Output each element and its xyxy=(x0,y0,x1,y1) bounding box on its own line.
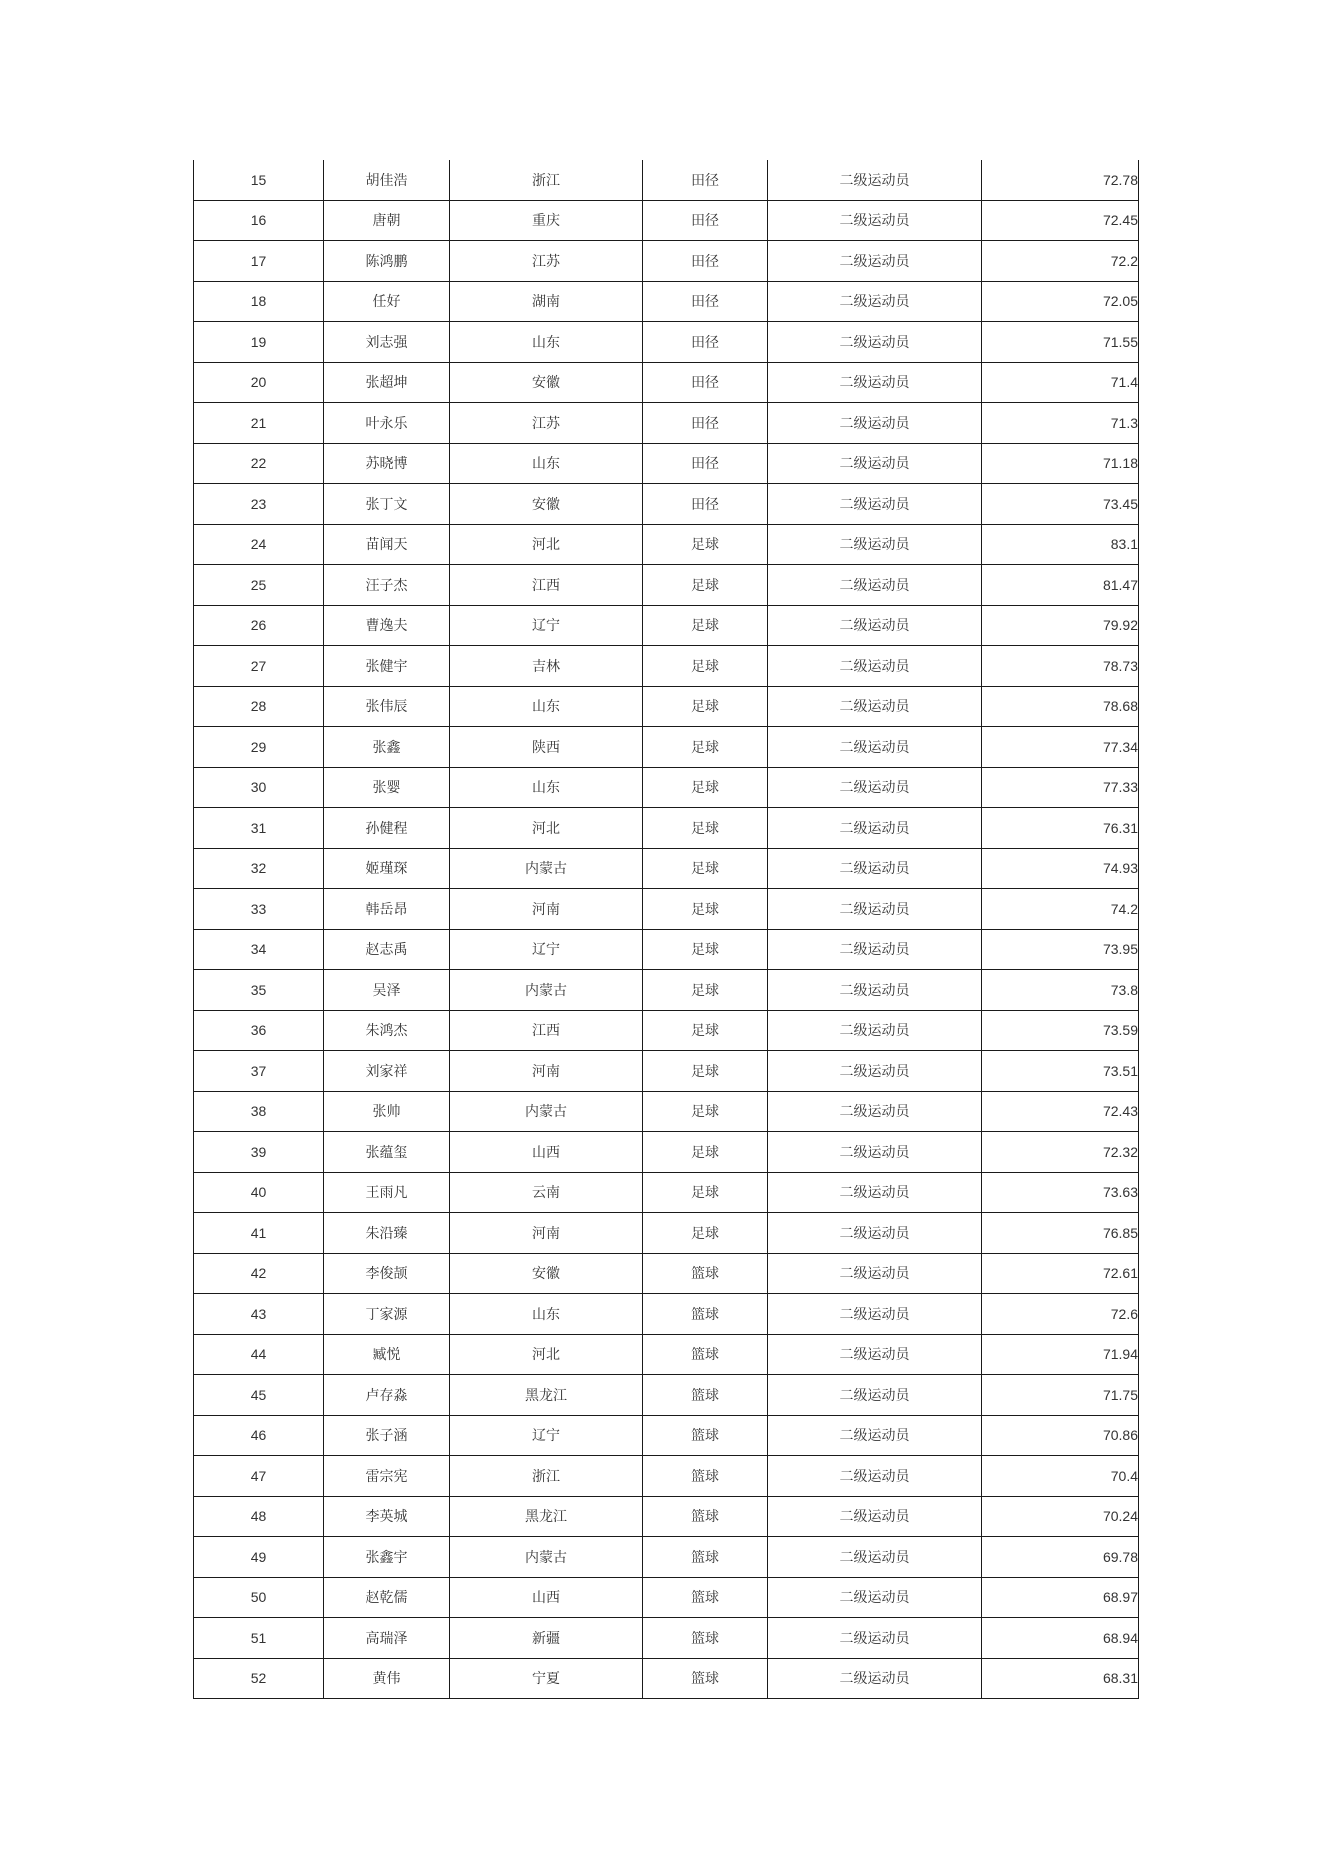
province-cell: 山东 xyxy=(450,767,643,808)
row-number-cell: 39 xyxy=(194,1132,324,1173)
province-cell: 山西 xyxy=(450,1132,643,1173)
table-row xyxy=(194,1658,1139,1699)
table-row xyxy=(194,1618,1139,1659)
row-number-cell: 37 xyxy=(194,1051,324,1092)
athlete-level-cell: 二级运动员 xyxy=(768,200,982,241)
score-cell: 73.59 xyxy=(982,1010,1139,1051)
sport-cell: 田径 xyxy=(643,281,768,322)
score-cell: 78.73 xyxy=(982,646,1139,687)
athlete-name-cell: 张健宇 xyxy=(324,646,450,687)
athlete-level-cell: 二级运动员 xyxy=(768,1375,982,1416)
row-number-cell: 28 xyxy=(194,686,324,727)
sport-cell: 篮球 xyxy=(643,1334,768,1375)
province-cell: 河北 xyxy=(450,524,643,565)
table-row xyxy=(194,686,1139,727)
row-number-cell: 15 xyxy=(194,160,324,200)
sport-cell: 田径 xyxy=(643,443,768,484)
table-row xyxy=(194,1091,1139,1132)
province-cell: 内蒙古 xyxy=(450,970,643,1011)
sport-cell: 足球 xyxy=(643,605,768,646)
sport-cell: 足球 xyxy=(643,970,768,1011)
athlete-name-cell: 张伟辰 xyxy=(324,686,450,727)
province-cell: 安徽 xyxy=(450,1253,643,1294)
athlete-level-cell: 二级运动员 xyxy=(768,1213,982,1254)
athlete-name-cell: 张丁文 xyxy=(324,484,450,525)
table-row xyxy=(194,200,1139,241)
province-cell: 河南 xyxy=(450,1213,643,1254)
table-row xyxy=(194,1253,1139,1294)
score-cell: 83.1 xyxy=(982,524,1139,565)
athlete-name-cell: 孙健程 xyxy=(324,808,450,849)
row-number-cell: 34 xyxy=(194,929,324,970)
province-cell: 山东 xyxy=(450,1294,643,1335)
row-number-cell: 50 xyxy=(194,1577,324,1618)
row-number-cell: 44 xyxy=(194,1334,324,1375)
athlete-level-cell: 二级运动员 xyxy=(768,362,982,403)
athlete-name-cell: 唐朝 xyxy=(324,200,450,241)
row-number-cell: 26 xyxy=(194,605,324,646)
table-row xyxy=(194,322,1139,363)
sport-cell: 田径 xyxy=(643,362,768,403)
sport-cell: 足球 xyxy=(643,686,768,727)
sport-cell: 篮球 xyxy=(643,1415,768,1456)
table-row xyxy=(194,1213,1139,1254)
table-row xyxy=(194,443,1139,484)
score-cell: 72.78 xyxy=(982,160,1139,200)
athlete-level-cell: 二级运动员 xyxy=(768,160,982,200)
province-cell: 安徽 xyxy=(450,362,643,403)
athlete-name-cell: 雷宗宪 xyxy=(324,1456,450,1497)
score-cell: 71.3 xyxy=(982,403,1139,444)
athlete-name-cell: 任好 xyxy=(324,281,450,322)
table-row xyxy=(194,524,1139,565)
athlete-level-cell: 二级运动员 xyxy=(768,241,982,282)
athlete-name-cell: 陈鸿鹏 xyxy=(324,241,450,282)
athlete-name-cell: 胡佳浩 xyxy=(324,160,450,200)
table-row xyxy=(194,889,1139,930)
row-number-cell: 46 xyxy=(194,1415,324,1456)
table-row xyxy=(194,1415,1139,1456)
athlete-name-cell: 汪子杰 xyxy=(324,565,450,606)
athlete-name-cell: 李英城 xyxy=(324,1496,450,1537)
athlete-level-cell: 二级运动员 xyxy=(768,1537,982,1578)
sport-cell: 足球 xyxy=(643,1213,768,1254)
score-cell: 73.45 xyxy=(982,484,1139,525)
score-cell: 71.94 xyxy=(982,1334,1139,1375)
athlete-name-cell: 曹逸夫 xyxy=(324,605,450,646)
score-cell: 72.6 xyxy=(982,1294,1139,1335)
row-number-cell: 19 xyxy=(194,322,324,363)
row-number-cell: 36 xyxy=(194,1010,324,1051)
province-cell: 宁夏 xyxy=(450,1658,643,1699)
athlete-level-cell: 二级运动员 xyxy=(768,1415,982,1456)
table-row xyxy=(194,484,1139,525)
sport-cell: 足球 xyxy=(643,929,768,970)
athlete-level-cell: 二级运动员 xyxy=(768,727,982,768)
sport-cell: 篮球 xyxy=(643,1577,768,1618)
province-cell: 内蒙古 xyxy=(450,1537,643,1578)
province-cell: 江苏 xyxy=(450,241,643,282)
score-cell: 68.94 xyxy=(982,1618,1139,1659)
athlete-name-cell: 张蕴玺 xyxy=(324,1132,450,1173)
row-number-cell: 17 xyxy=(194,241,324,282)
athlete-name-cell: 张婴 xyxy=(324,767,450,808)
athlete-name-cell: 叶永乐 xyxy=(324,403,450,444)
row-number-cell: 43 xyxy=(194,1294,324,1335)
athlete-name-cell: 姬瑾琛 xyxy=(324,848,450,889)
row-number-cell: 49 xyxy=(194,1537,324,1578)
athlete-level-cell: 二级运动员 xyxy=(768,808,982,849)
table-row xyxy=(194,646,1139,687)
province-cell: 辽宁 xyxy=(450,605,643,646)
province-cell: 山东 xyxy=(450,322,643,363)
score-cell: 70.86 xyxy=(982,1415,1139,1456)
athlete-level-cell: 二级运动员 xyxy=(768,1253,982,1294)
score-cell: 68.31 xyxy=(982,1658,1139,1699)
sport-cell: 田径 xyxy=(643,403,768,444)
sport-cell: 足球 xyxy=(643,565,768,606)
athlete-name-cell: 朱沿臻 xyxy=(324,1213,450,1254)
sport-cell: 篮球 xyxy=(643,1294,768,1335)
table-row xyxy=(194,1537,1139,1578)
athlete-name-cell: 赵乾儒 xyxy=(324,1577,450,1618)
table-row xyxy=(194,1456,1139,1497)
score-cell: 77.33 xyxy=(982,767,1139,808)
sport-cell: 田径 xyxy=(643,241,768,282)
row-number-cell: 30 xyxy=(194,767,324,808)
table-row xyxy=(194,767,1139,808)
athlete-name-cell: 韩岳昂 xyxy=(324,889,450,930)
sport-cell: 篮球 xyxy=(643,1537,768,1578)
row-number-cell: 27 xyxy=(194,646,324,687)
province-cell: 浙江 xyxy=(450,160,643,200)
athlete-name-cell: 李俊颉 xyxy=(324,1253,450,1294)
province-cell: 湖南 xyxy=(450,281,643,322)
athlete-level-cell: 二级运动员 xyxy=(768,565,982,606)
score-cell: 69.78 xyxy=(982,1537,1139,1578)
province-cell: 河南 xyxy=(450,1051,643,1092)
row-number-cell: 45 xyxy=(194,1375,324,1416)
sport-cell: 足球 xyxy=(643,1091,768,1132)
sport-cell: 篮球 xyxy=(643,1496,768,1537)
score-cell: 71.55 xyxy=(982,322,1139,363)
sport-cell: 篮球 xyxy=(643,1456,768,1497)
athlete-level-cell: 二级运动员 xyxy=(768,1294,982,1335)
row-number-cell: 24 xyxy=(194,524,324,565)
athlete-level-cell: 二级运动员 xyxy=(768,1051,982,1092)
athlete-level-cell: 二级运动员 xyxy=(768,524,982,565)
sport-cell: 足球 xyxy=(643,1132,768,1173)
sport-cell: 篮球 xyxy=(643,1375,768,1416)
athlete-level-cell: 二级运动员 xyxy=(768,970,982,1011)
province-cell: 河北 xyxy=(450,1334,643,1375)
province-cell: 山东 xyxy=(450,686,643,727)
row-number-cell: 51 xyxy=(194,1618,324,1659)
athlete-name-cell: 张超坤 xyxy=(324,362,450,403)
sport-cell: 田径 xyxy=(643,484,768,525)
table-row xyxy=(194,160,1139,200)
row-number-cell: 41 xyxy=(194,1213,324,1254)
athlete-level-cell: 二级运动员 xyxy=(768,1618,982,1659)
score-cell: 74.93 xyxy=(982,848,1139,889)
sport-cell: 足球 xyxy=(643,848,768,889)
row-number-cell: 40 xyxy=(194,1172,324,1213)
province-cell: 江苏 xyxy=(450,403,643,444)
athlete-level-cell: 二级运动员 xyxy=(768,646,982,687)
sport-cell: 足球 xyxy=(643,1172,768,1213)
table-row xyxy=(194,605,1139,646)
score-cell: 72.2 xyxy=(982,241,1139,282)
score-cell: 72.61 xyxy=(982,1253,1139,1294)
table-row xyxy=(194,970,1139,1011)
row-number-cell: 48 xyxy=(194,1496,324,1537)
sport-cell: 田径 xyxy=(643,160,768,200)
row-number-cell: 20 xyxy=(194,362,324,403)
score-cell: 71.75 xyxy=(982,1375,1139,1416)
score-cell: 72.32 xyxy=(982,1132,1139,1173)
province-cell: 浙江 xyxy=(450,1456,643,1497)
province-cell: 吉林 xyxy=(450,646,643,687)
sport-cell: 足球 xyxy=(643,1010,768,1051)
score-cell: 72.43 xyxy=(982,1091,1139,1132)
table-row xyxy=(194,929,1139,970)
score-cell: 70.4 xyxy=(982,1456,1139,1497)
province-cell: 江西 xyxy=(450,1010,643,1051)
row-number-cell: 21 xyxy=(194,403,324,444)
province-cell: 山东 xyxy=(450,443,643,484)
score-cell: 77.34 xyxy=(982,727,1139,768)
athlete-level-cell: 二级运动员 xyxy=(768,1172,982,1213)
athlete-name-cell: 黄伟 xyxy=(324,1658,450,1699)
score-cell: 71.4 xyxy=(982,362,1139,403)
athlete-name-cell: 赵志禹 xyxy=(324,929,450,970)
row-number-cell: 22 xyxy=(194,443,324,484)
sport-cell: 足球 xyxy=(643,727,768,768)
athlete-name-cell: 张鑫宇 xyxy=(324,1537,450,1578)
athlete-name-cell: 吴泽 xyxy=(324,970,450,1011)
row-number-cell: 47 xyxy=(194,1456,324,1497)
score-cell: 74.2 xyxy=(982,889,1139,930)
province-cell: 新疆 xyxy=(450,1618,643,1659)
athlete-level-cell: 二级运动员 xyxy=(768,889,982,930)
table-row xyxy=(194,1051,1139,1092)
athlete-level-cell: 二级运动员 xyxy=(768,848,982,889)
table-row xyxy=(194,281,1139,322)
athlete-name-cell: 臧悦 xyxy=(324,1334,450,1375)
province-cell: 辽宁 xyxy=(450,929,643,970)
sport-cell: 足球 xyxy=(643,889,768,930)
athlete-name-cell: 高瑞泽 xyxy=(324,1618,450,1659)
sport-cell: 足球 xyxy=(643,524,768,565)
athlete-name-cell: 张子涵 xyxy=(324,1415,450,1456)
score-cell: 79.92 xyxy=(982,605,1139,646)
athlete-level-cell: 二级运动员 xyxy=(768,281,982,322)
score-cell: 81.47 xyxy=(982,565,1139,606)
row-number-cell: 35 xyxy=(194,970,324,1011)
athlete-level-cell: 二级运动员 xyxy=(768,1091,982,1132)
athlete-name-cell: 刘志强 xyxy=(324,322,450,363)
province-cell: 内蒙古 xyxy=(450,1091,643,1132)
row-number-cell: 38 xyxy=(194,1091,324,1132)
province-cell: 河北 xyxy=(450,808,643,849)
table-row xyxy=(194,1172,1139,1213)
row-number-cell: 31 xyxy=(194,808,324,849)
row-number-cell: 23 xyxy=(194,484,324,525)
score-cell: 73.8 xyxy=(982,970,1139,1011)
athlete-table xyxy=(193,160,1139,1699)
sport-cell: 足球 xyxy=(643,767,768,808)
athlete-level-cell: 二级运动员 xyxy=(768,929,982,970)
province-cell: 黑龙江 xyxy=(450,1375,643,1416)
athlete-level-cell: 二级运动员 xyxy=(768,1456,982,1497)
province-cell: 陕西 xyxy=(450,727,643,768)
score-cell: 73.51 xyxy=(982,1051,1139,1092)
table-row xyxy=(194,848,1139,889)
row-number-cell: 52 xyxy=(194,1658,324,1699)
athlete-name-cell: 张鑫 xyxy=(324,727,450,768)
province-cell: 河南 xyxy=(450,889,643,930)
table-row xyxy=(194,1132,1139,1173)
sport-cell: 篮球 xyxy=(643,1618,768,1659)
athlete-name-cell: 丁家源 xyxy=(324,1294,450,1335)
athlete-name-cell: 张帅 xyxy=(324,1091,450,1132)
sport-cell: 篮球 xyxy=(643,1658,768,1699)
sport-cell: 足球 xyxy=(643,1051,768,1092)
sport-cell: 田径 xyxy=(643,322,768,363)
row-number-cell: 25 xyxy=(194,565,324,606)
score-cell: 78.68 xyxy=(982,686,1139,727)
row-number-cell: 42 xyxy=(194,1253,324,1294)
athlete-name-cell: 卢存淼 xyxy=(324,1375,450,1416)
athlete-level-cell: 二级运动员 xyxy=(768,322,982,363)
province-cell: 安徽 xyxy=(450,484,643,525)
province-cell: 重庆 xyxy=(450,200,643,241)
athlete-name-cell: 苏晓博 xyxy=(324,443,450,484)
table-row xyxy=(194,1294,1139,1335)
province-cell: 黑龙江 xyxy=(450,1496,643,1537)
table-row xyxy=(194,1496,1139,1537)
score-cell: 72.05 xyxy=(982,281,1139,322)
province-cell: 云南 xyxy=(450,1172,643,1213)
table-row xyxy=(194,362,1139,403)
athlete-level-cell: 二级运动员 xyxy=(768,1010,982,1051)
athlete-level-cell: 二级运动员 xyxy=(768,1334,982,1375)
row-number-cell: 29 xyxy=(194,727,324,768)
table-row xyxy=(194,241,1139,282)
athlete-level-cell: 二级运动员 xyxy=(768,605,982,646)
table-row xyxy=(194,403,1139,444)
score-cell: 73.95 xyxy=(982,929,1139,970)
athlete-level-cell: 二级运动员 xyxy=(768,686,982,727)
athlete-name-cell: 朱鸿杰 xyxy=(324,1010,450,1051)
athlete-level-cell: 二级运动员 xyxy=(768,403,982,444)
athlete-level-cell: 二级运动员 xyxy=(768,484,982,525)
athlete-level-cell: 二级运动员 xyxy=(768,1577,982,1618)
row-number-cell: 32 xyxy=(194,848,324,889)
table-row xyxy=(194,727,1139,768)
table-row xyxy=(194,1334,1139,1375)
athlete-level-cell: 二级运动员 xyxy=(768,1658,982,1699)
table-row xyxy=(194,808,1139,849)
athlete-table-body xyxy=(194,160,1139,1699)
province-cell: 内蒙古 xyxy=(450,848,643,889)
table-row xyxy=(194,565,1139,606)
athlete-level-cell: 二级运动员 xyxy=(768,1496,982,1537)
sport-cell: 田径 xyxy=(643,200,768,241)
sport-cell: 篮球 xyxy=(643,1253,768,1294)
sport-cell: 足球 xyxy=(643,808,768,849)
province-cell: 山西 xyxy=(450,1577,643,1618)
score-cell: 76.31 xyxy=(982,808,1139,849)
score-cell: 68.97 xyxy=(982,1577,1139,1618)
score-cell: 70.24 xyxy=(982,1496,1139,1537)
row-number-cell: 18 xyxy=(194,281,324,322)
table-row xyxy=(194,1577,1139,1618)
row-number-cell: 33 xyxy=(194,889,324,930)
athlete-level-cell: 二级运动员 xyxy=(768,443,982,484)
score-cell: 72.45 xyxy=(982,200,1139,241)
athlete-level-cell: 二级运动员 xyxy=(768,767,982,808)
score-cell: 71.18 xyxy=(982,443,1139,484)
row-number-cell: 16 xyxy=(194,200,324,241)
athlete-name-cell: 王雨凡 xyxy=(324,1172,450,1213)
score-cell: 73.63 xyxy=(982,1172,1139,1213)
athlete-name-cell: 刘家祥 xyxy=(324,1051,450,1092)
table-row xyxy=(194,1010,1139,1051)
athlete-name-cell: 苗闻天 xyxy=(324,524,450,565)
table-row xyxy=(194,1375,1139,1416)
score-cell: 76.85 xyxy=(982,1213,1139,1254)
province-cell: 辽宁 xyxy=(450,1415,643,1456)
athlete-level-cell: 二级运动员 xyxy=(768,1132,982,1173)
sport-cell: 足球 xyxy=(643,646,768,687)
province-cell: 江西 xyxy=(450,565,643,606)
